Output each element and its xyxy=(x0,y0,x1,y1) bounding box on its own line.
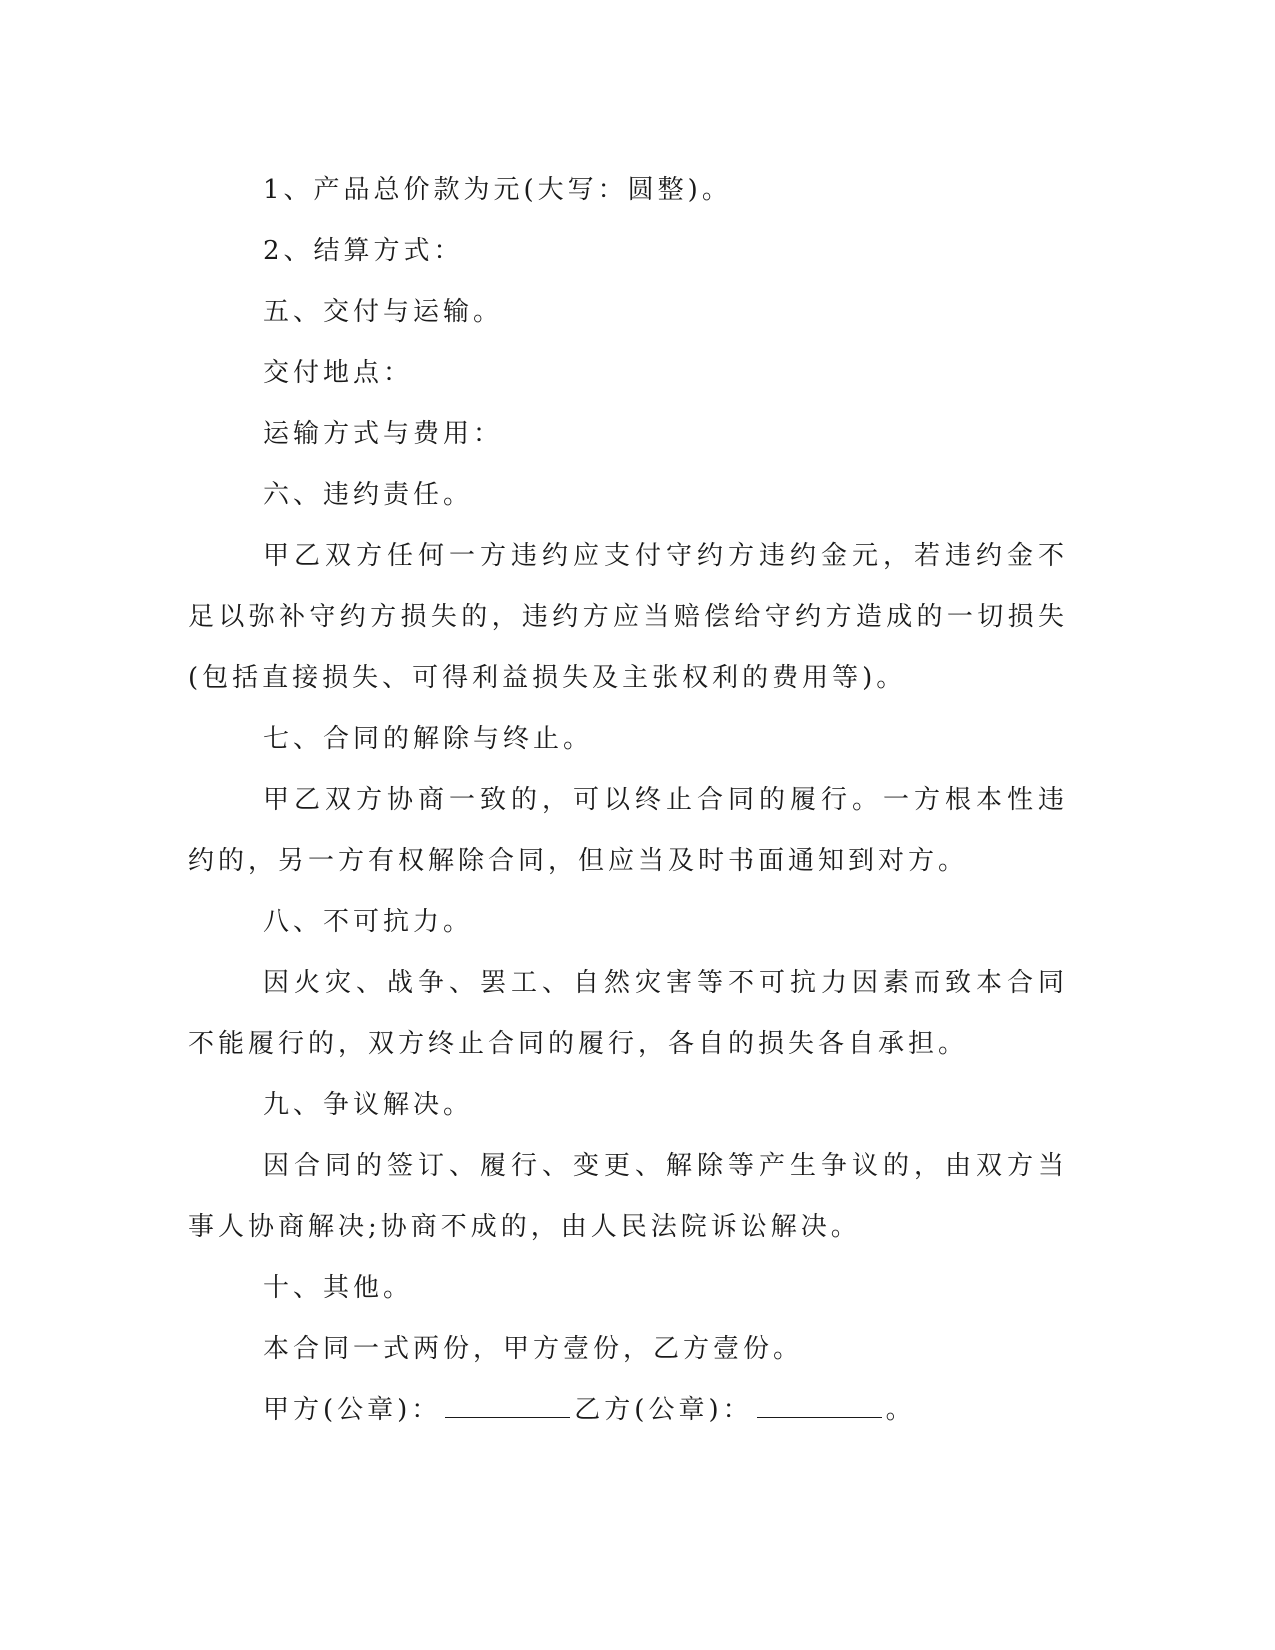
clause-copies: 本合同一式两份，甲方壹份，乙方壹份。 xyxy=(263,1334,804,1364)
section-heading-termination: 七、合同的解除与终止。 xyxy=(263,724,594,754)
party-b-seal-label: 乙方(公章)： xyxy=(574,1395,753,1425)
clause-delivery-location: 交付地点： xyxy=(263,358,414,388)
clause-total-price: 1、产品总价款为元(大写：圆整)。 xyxy=(263,175,732,205)
contract-body xyxy=(188,160,1068,1441)
party-b-signature-blank[interactable] xyxy=(757,1391,882,1418)
section-heading-other: 十、其他。 xyxy=(263,1273,414,1303)
clause-transport-cost: 运输方式与费用： xyxy=(263,419,504,449)
section-heading-delivery: 五、交付与运输。 xyxy=(263,297,504,327)
party-a-signature-blank[interactable] xyxy=(445,1391,570,1418)
clause-dispute-resolution: 因合同的签订、履行、变更、解除等产生争议的，由双方当事人协商解决;协商不成的，由人民法院诉讼解决。 xyxy=(188,1151,1068,1242)
clause-settlement-method: 2、结算方式： xyxy=(263,236,464,266)
signature-end-mark: 。 xyxy=(885,1395,916,1425)
section-heading-breach: 六、违约责任。 xyxy=(263,480,474,510)
section-heading-force-majeure: 八、不可抗力。 xyxy=(263,907,474,937)
clause-breach-liability: 甲乙双方任何一方违约应支付守约方违约金元，若违约金不足以弥补守约方损失的，违约方应当赔偿给守约方造成的一切损失(包括直接损失、可得利益损失及主张权利的费用等)。 xyxy=(188,541,1068,693)
clause-force-majeure: 因火灾、战争、罢工、自然灾害等不可抗力因素而致本合同不能履行的，双方终止合同的履行，各自的损失各自承担。 xyxy=(188,968,1068,1059)
section-heading-dispute: 九、争议解决。 xyxy=(263,1090,474,1120)
party-a-seal-label: 甲方(公章)： xyxy=(263,1395,442,1425)
signature-line xyxy=(188,1380,1068,1441)
clause-termination: 甲乙双方协商一致的，可以终止合同的履行。一方根本性违约的，另一方有权解除合同，但应当及时书面通知到对方。 xyxy=(188,785,1068,876)
